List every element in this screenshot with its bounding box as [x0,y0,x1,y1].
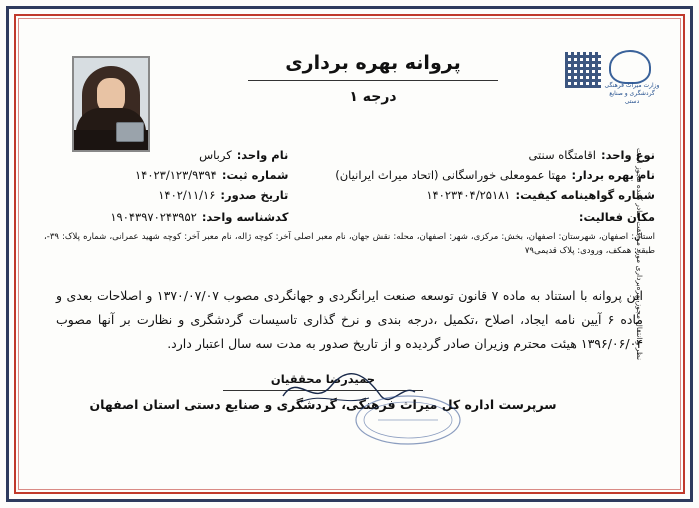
side-note-vertical-text: نظر و انتقال مجوز بهره‌برداری مورد موافقت صادر کننده مجوز است [635,147,644,360]
grade-subtitle: درجه ۱ [349,89,397,105]
field-row-activity-place [44,208,655,224]
unit-code-label: کدشناسه واحد: [201,210,289,224]
issue-date-label: تاریخ صدور: [220,188,289,202]
emblem-area [565,48,661,120]
issue-date-value: ۱۴۰۲/۱۱/۱۶ [158,188,216,202]
operator-value: مهتا عمومعلی خوراسگانی (اتحاد میراث ایرانیان) [335,168,567,182]
ministry-logo-line2: گردشگری و صنایع دستی [609,90,655,105]
ministry-logo-text [603,48,661,114]
unit-type-value: اقامتگاه سنتی [528,148,596,162]
certificate-content [26,26,673,468]
fields-section [44,148,655,258]
signatory-title: سرپرست اداره کل میراث فرهنگی، گردشگری و صنایع دستی استان اصفهان [89,397,557,412]
qr-code-icon [565,52,601,88]
signatory-name: حمیدرضا محققیان [270,372,376,386]
unit-name-label: نام واحد: [236,148,289,162]
signature-block [26,372,633,412]
operator-photo [72,56,150,152]
unit-name-value: کرباس [199,148,232,162]
activity-place-value: استان: اصفهان، شهرستان: اصفهان، بخش: مرکزی، شهر: اصفهان، محله: نقش جهان، نام معبر اصلی آخر: کوچه ژاله، نام معبر آخر: کوچه شهید عمرانی، شماره پلاک: ۳۹-، طبقه: همکف، ورودی: پلاک قدیمی۷۹ [44,232,655,256]
title-block [223,52,523,105]
register-no-value: ۱۴۰۲۳/۱۲۳/۹۳۹۴ [134,168,217,182]
field-row-quality-cert [44,188,655,202]
activity-place-label: مکان فعالیت: [578,210,655,224]
operator-label: نام بهره بردار: [571,168,655,182]
official-stamp-icon [348,390,468,450]
unit-code-value: ۱۹۰۴۳۹۷۰۲۴۳۹۵۲ [110,210,197,224]
photo-id-card-shape [116,122,144,142]
unit-type-label: نوع واحد: [600,148,655,162]
ministry-logo-line1: وزارت میراث فرهنگی [604,82,660,89]
register-no-label: شماره ثبت: [221,168,289,182]
title-divider [248,80,498,81]
field-row-unit-type [44,148,655,162]
page-title: پروانه بهره برداری [285,52,461,74]
quality-cert-value: ۱۴۰۲۳۴۰۴/۲۵۱۸۱ [426,188,511,202]
quality-cert-label: شماره گواهینامه کیفیت: [515,188,655,202]
field-row-operator [44,168,655,182]
legal-body-text: این پروانه با استناد به ماده ۷ قانون توسعه صنعت ایرانگردی و جهانگردی مصوب ۱۳۷۰/۰۷/۰۷ و اصلاحات بعدی و ماده ۶ آیین نامه ایجاد، اصلاح ،تکمیل ،درجه بندی و نرخ گذاری تاسیسات گردشگری و نظارت بر آنها مصوب ۱۳۹۶/۰۶/۰۴ هیئت محترم وزیران صادر گردیده و از تاریخ صدور به مدت سه سال اعتبار دارد. [56,288,644,351]
